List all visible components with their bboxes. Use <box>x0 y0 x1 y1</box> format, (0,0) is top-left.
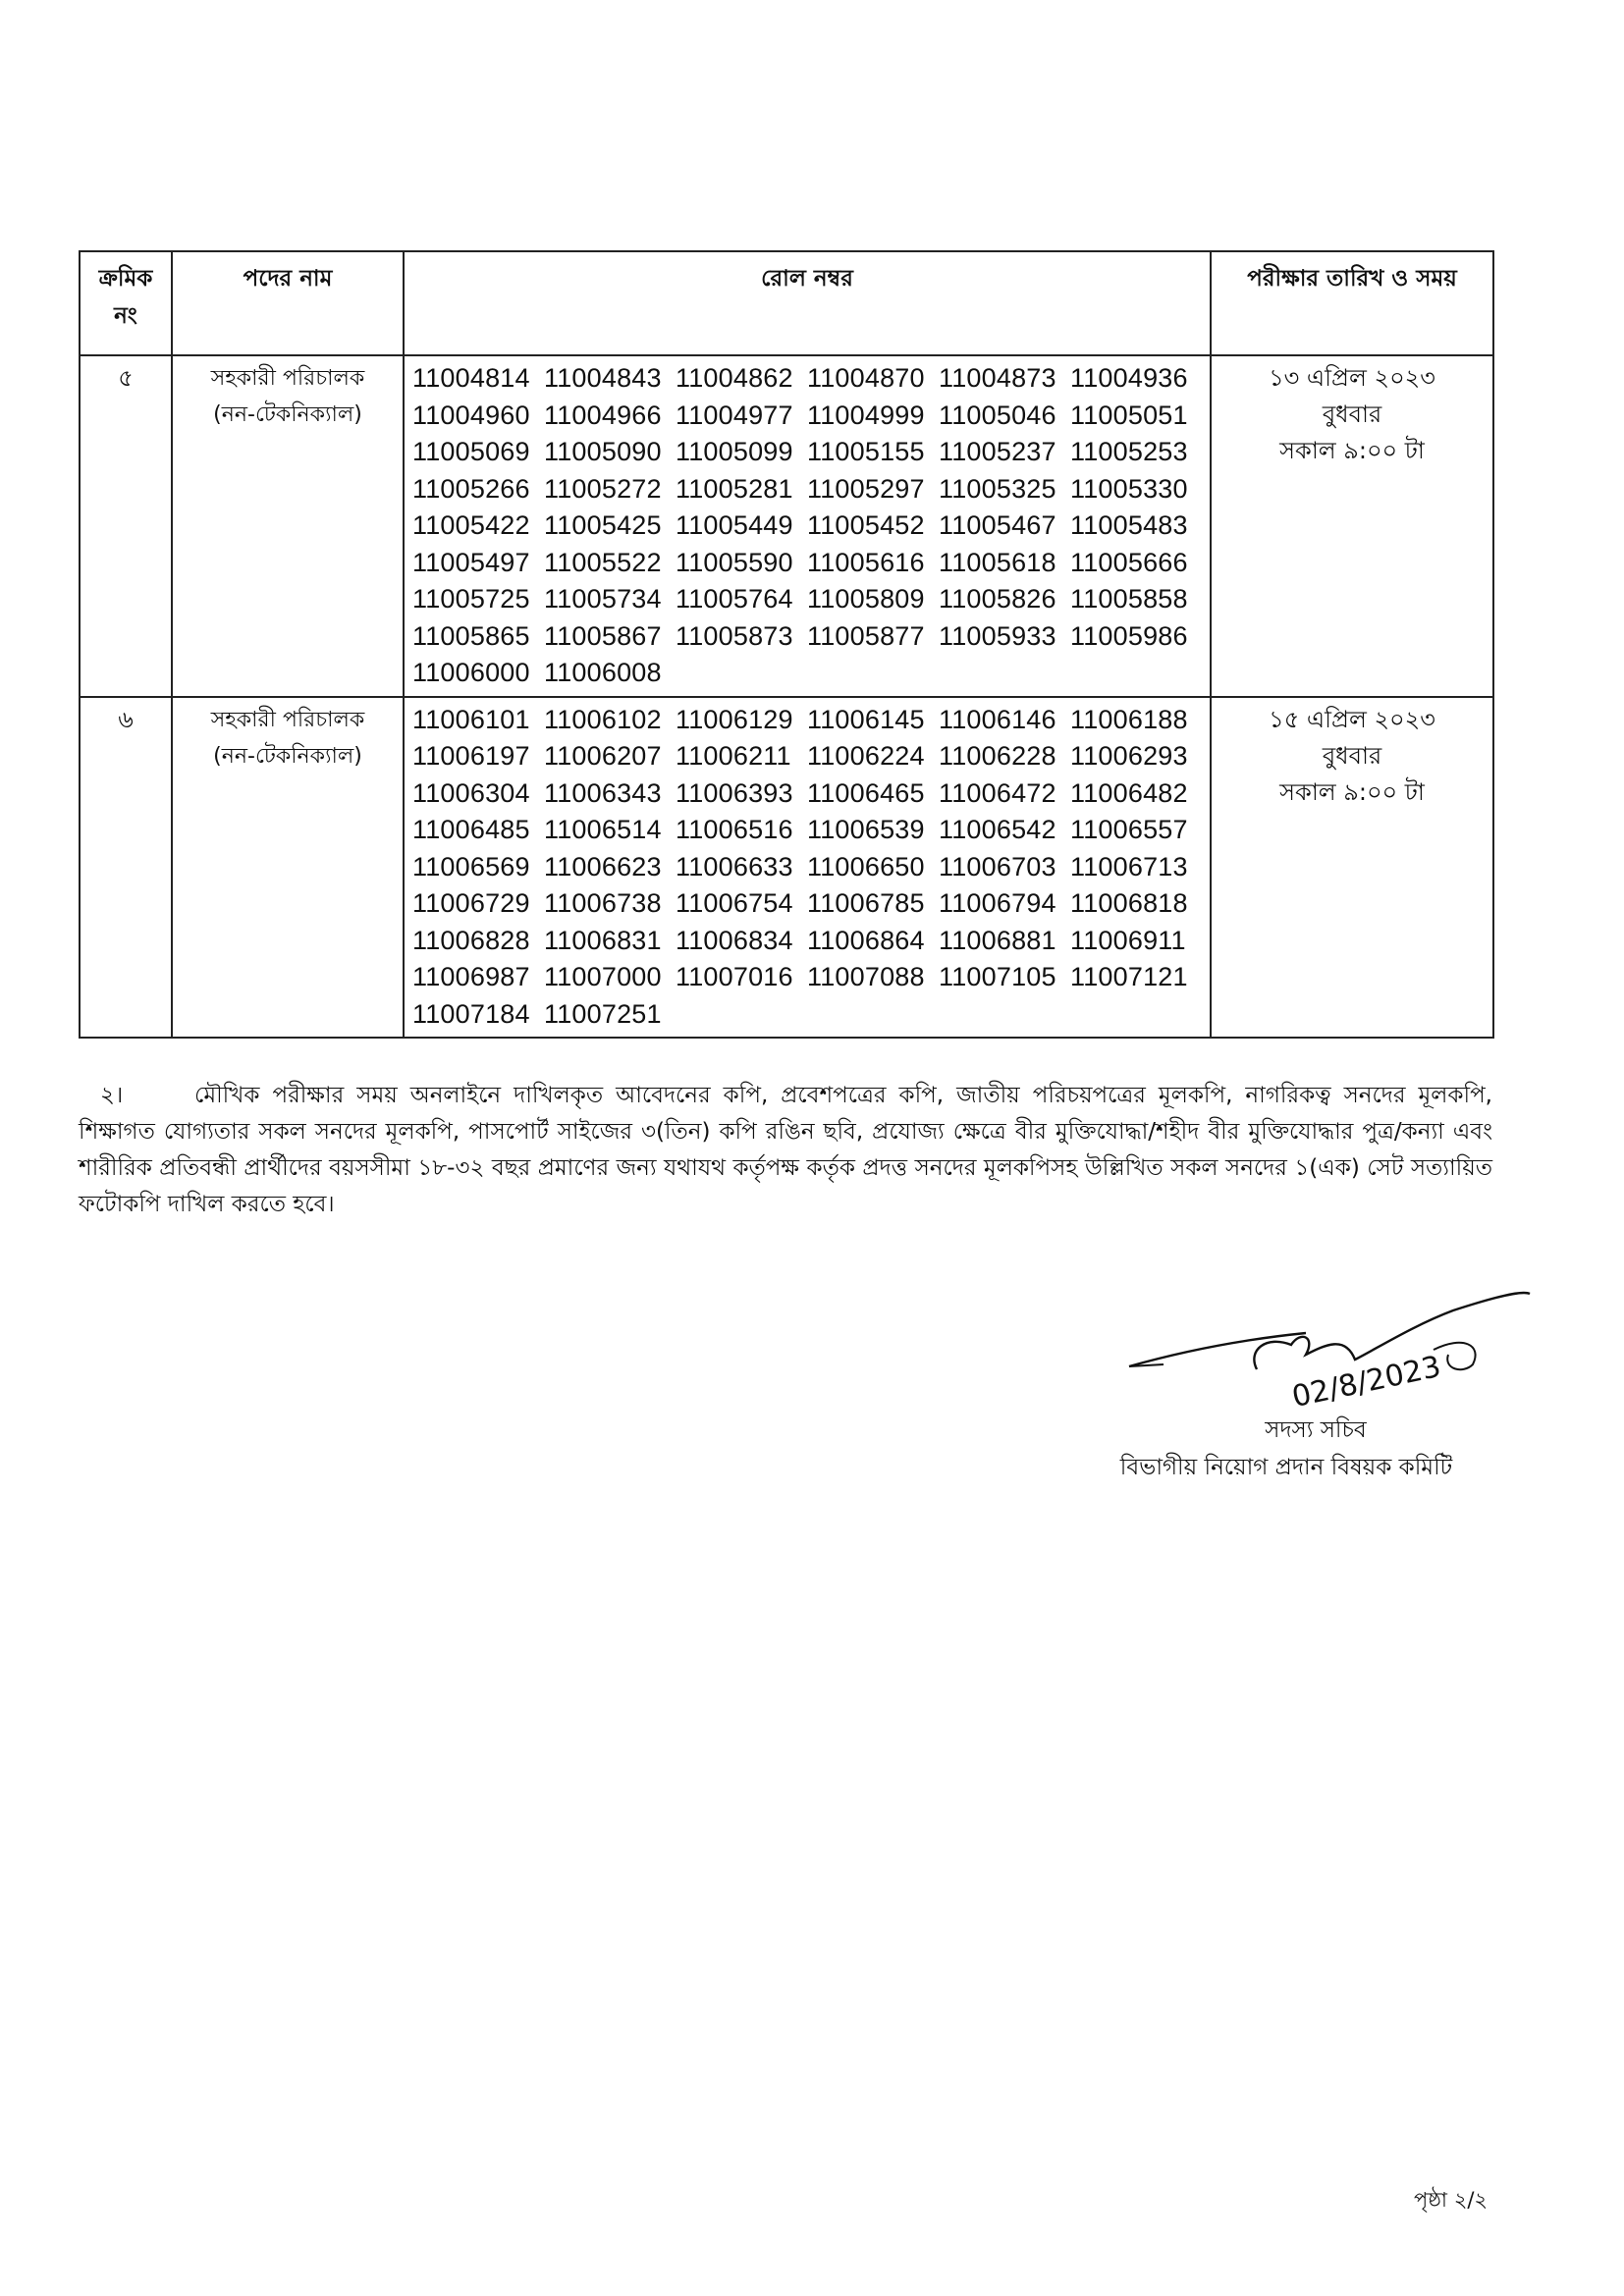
roll-number: 11006703 <box>939 851 1056 881</box>
page-number: পৃষ্ঠা ২/২ <box>1414 2188 1489 2212</box>
roll-number: 11006482 <box>1070 777 1188 808</box>
header-serial: ক্রমিক নং <box>80 251 172 355</box>
roll-number: 11006623 <box>544 851 662 881</box>
exam-date: ১৫ এপ্রিল ২০২৩ <box>1269 705 1435 733</box>
roll-number: 11005090 <box>544 437 662 466</box>
roll-number: 11007121 <box>1070 962 1188 991</box>
roll-number: 11005467 <box>939 510 1056 540</box>
roll-number: 11005497 <box>412 547 530 577</box>
roll-number: 11005618 <box>939 547 1056 577</box>
roll-number-cell <box>404 697 1211 1039</box>
roll-number: 11005325 <box>939 473 1056 504</box>
roll-number: 11007105 <box>939 962 1056 991</box>
roll-number: 11006102 <box>544 704 662 734</box>
roll-number: 11005425 <box>544 510 662 540</box>
roll-number: 11006146 <box>939 704 1056 734</box>
roll-number: 11005051 <box>1070 400 1188 430</box>
header-roll-number: রোল নম্বর <box>404 251 1211 355</box>
roll-number: 11006633 <box>676 851 793 881</box>
roll-number: 11006343 <box>544 777 662 808</box>
roll-number: 11005877 <box>807 620 925 651</box>
roll-number: 11005281 <box>676 473 793 504</box>
roll-number: 11006224 <box>807 741 925 771</box>
roll-number: 11007000 <box>544 962 662 991</box>
roll-number: 11006834 <box>676 925 793 955</box>
roll-number: 11006881 <box>939 925 1056 955</box>
post-category: (নন-টেকনিক্যাল) <box>213 743 362 769</box>
roll-number: 11005826 <box>939 584 1056 614</box>
exam-day: বুধবার <box>1322 400 1382 428</box>
roll-number: 11004966 <box>544 400 662 430</box>
roll-number: 11005422 <box>412 510 530 540</box>
roll-number: 11004870 <box>807 363 925 393</box>
exam-time: সকাল ৯:০০ টা <box>1279 777 1425 806</box>
post-name <box>172 697 404 1039</box>
roll-number: 11006101 <box>412 704 530 734</box>
paragraph-text: মৌখিক পরীক্ষার সময় অনলাইনে দাখিলকৃত আবেদনের কপি, প্রবেশপত্রের কপি, জাতীয় পরিচয়পত্রের মূলকপি, নাগরিকত্ব সনদের মূলকপি, শিক্ষাগত যোগ্যতার সকল সনদের মূলকপি, পাসপোর্ট সাইজের ৩(তিন) কপি রঙিন ছবি, প্রযোজ্য ক্ষেত্রে বীর মুক্তিযোদ্ধা/শহীদ বীর মুক্তিযোদ্ধার পুত্র/কন্যা এবং শারীরিক প্রতিবন্ধী প্রার্থীদের বয়সসীমা ১৮-৩২ বছর প্রমাণের জন্য যথাযথ কর্তৃপক্ষ কর্তৃক প্রদত্ত সনদের মূলকপিসহ উল্লিখিত সকল সনদের ১(এক) সেট সত্যায়িত ফটোকপি দাখিল করতে হবে। <box>79 1083 1492 1217</box>
roll-number: 11006542 <box>939 815 1056 844</box>
roll-number: 11005253 <box>1070 437 1188 466</box>
roll-number: 11004814 <box>412 363 530 393</box>
roll-number: 11006211 <box>676 741 791 771</box>
roll-number: 11005666 <box>1070 547 1188 577</box>
roll-number: 11005099 <box>676 437 793 466</box>
exam-date-time <box>1211 355 1493 697</box>
roll-number: 11006754 <box>676 888 793 918</box>
roll-number: 11006557 <box>1070 815 1188 844</box>
exam-day: বুধবার <box>1322 741 1382 770</box>
roll-number: 11005933 <box>939 620 1056 651</box>
roll-number: 11006008 <box>544 658 662 687</box>
post-title: সহকারী পরিচালক <box>210 707 365 732</box>
svg-text:02/8/2023: 02/8/2023 <box>1288 1349 1444 1415</box>
roll-number: 11006514 <box>544 815 662 844</box>
roll-number: 11006818 <box>1070 888 1188 918</box>
paragraph-number: ২। <box>100 1083 124 1108</box>
roll-number: 11007088 <box>807 962 925 991</box>
roll-number: 11006228 <box>939 741 1056 771</box>
roll-number: 11004862 <box>676 363 793 393</box>
roll-number: 11006197 <box>412 741 530 771</box>
roll-number: 11004999 <box>807 400 925 430</box>
roll-number: 11006831 <box>544 925 662 955</box>
table-row <box>80 355 1493 697</box>
post-title: সহকারী পরিচালক <box>210 366 365 391</box>
roll-number: 11005734 <box>544 584 662 614</box>
roll-number: 11005858 <box>1070 584 1188 614</box>
roll-number: 11006293 <box>1070 741 1188 771</box>
header-post-name: পদের নাম <box>172 251 404 355</box>
roll-number-list <box>412 702 1202 1034</box>
roll-number: 11006569 <box>412 851 530 881</box>
roll-number: 11006129 <box>676 704 793 734</box>
roll-number: 11005237 <box>939 437 1056 466</box>
roll-number: 11006987 <box>412 962 530 991</box>
roll-number: 11005865 <box>412 620 530 651</box>
roll-number: 11006465 <box>807 777 925 808</box>
roll-number: 11005590 <box>676 547 793 577</box>
post-name <box>172 355 404 697</box>
roll-number: 11005867 <box>544 620 662 651</box>
roll-number: 11004843 <box>544 363 662 393</box>
table-header-row <box>80 251 1493 355</box>
exam-time: সকাল ৯:০০ টা <box>1279 437 1425 464</box>
roll-number: 11005449 <box>676 510 793 540</box>
roll-number: 11004873 <box>939 363 1056 393</box>
table-row <box>80 697 1493 1039</box>
roll-number: 11006539 <box>807 815 925 844</box>
roll-number: 11005046 <box>939 400 1056 430</box>
roll-number: 11006516 <box>676 815 793 844</box>
roll-number: 11004977 <box>676 400 793 430</box>
roll-number: 11007184 <box>412 998 530 1029</box>
roll-number: 11006472 <box>939 777 1056 808</box>
serial-number: ৬ <box>80 697 172 1039</box>
roll-number-list <box>412 360 1202 692</box>
header-exam-date-time: পরীক্ষার তারিখ ও সময় <box>1211 251 1493 355</box>
post-category: (নন-টেকনিক্যাল) <box>213 402 362 427</box>
signature-block <box>1031 1276 1542 1492</box>
instruction-paragraph <box>79 1078 1492 1223</box>
roll-number: 11005986 <box>1070 620 1188 651</box>
roll-number: 11006393 <box>676 777 793 808</box>
exam-date: ১৩ এপ্রিল ২০২৩ <box>1269 364 1435 392</box>
roll-number: 11004960 <box>412 400 530 430</box>
roll-number: 11005297 <box>807 473 925 504</box>
roll-number: 11006000 <box>412 658 530 687</box>
roll-number: 11005725 <box>412 584 530 614</box>
roll-number: 11007251 <box>544 998 662 1029</box>
roll-number: 11005155 <box>807 437 925 466</box>
roll-number: 11005483 <box>1070 510 1188 540</box>
signatory-title: সদস্য সচিব <box>1265 1417 1367 1443</box>
roll-number: 11006713 <box>1070 851 1188 881</box>
roll-number: 11006729 <box>412 888 530 918</box>
roll-number: 11005452 <box>807 510 925 540</box>
roll-number: 11004936 <box>1070 363 1188 393</box>
roll-number: 11005764 <box>676 584 793 614</box>
roll-number: 11006145 <box>807 704 925 734</box>
roll-number: 11006650 <box>807 851 925 881</box>
roll-number: 11005809 <box>807 584 925 614</box>
roll-number: 11006794 <box>939 888 1056 918</box>
roll-number: 11005266 <box>412 473 530 504</box>
roll-number: 11006304 <box>412 777 530 808</box>
roll-number-cell <box>404 355 1211 697</box>
roll-number: 11007016 <box>676 962 793 991</box>
roll-number: 11005873 <box>676 620 793 651</box>
roll-number: 11006911 <box>1070 925 1186 955</box>
roll-number: 11006207 <box>544 741 662 771</box>
serial-number: ৫ <box>80 355 172 697</box>
roll-number: 11005616 <box>807 547 925 577</box>
exam-date-time <box>1211 697 1493 1039</box>
roll-number: 11005069 <box>412 437 530 466</box>
roll-number: 11006785 <box>807 888 925 918</box>
roll-number-table <box>79 250 1494 1039</box>
committee-name: বিভাগীয় নিয়োগ প্রদান বিষয়ক কমিটি <box>1119 1455 1453 1480</box>
roll-number: 11006485 <box>412 815 530 844</box>
roll-number: 11005522 <box>544 547 662 577</box>
signature-icon <box>1031 1276 1542 1423</box>
roll-number: 11006188 <box>1070 704 1188 734</box>
roll-number: 11005272 <box>544 473 662 504</box>
roll-number: 11006864 <box>807 925 925 955</box>
roll-number: 11006828 <box>412 925 530 955</box>
roll-number: 11006738 <box>544 888 662 918</box>
roll-number: 11005330 <box>1070 473 1188 504</box>
